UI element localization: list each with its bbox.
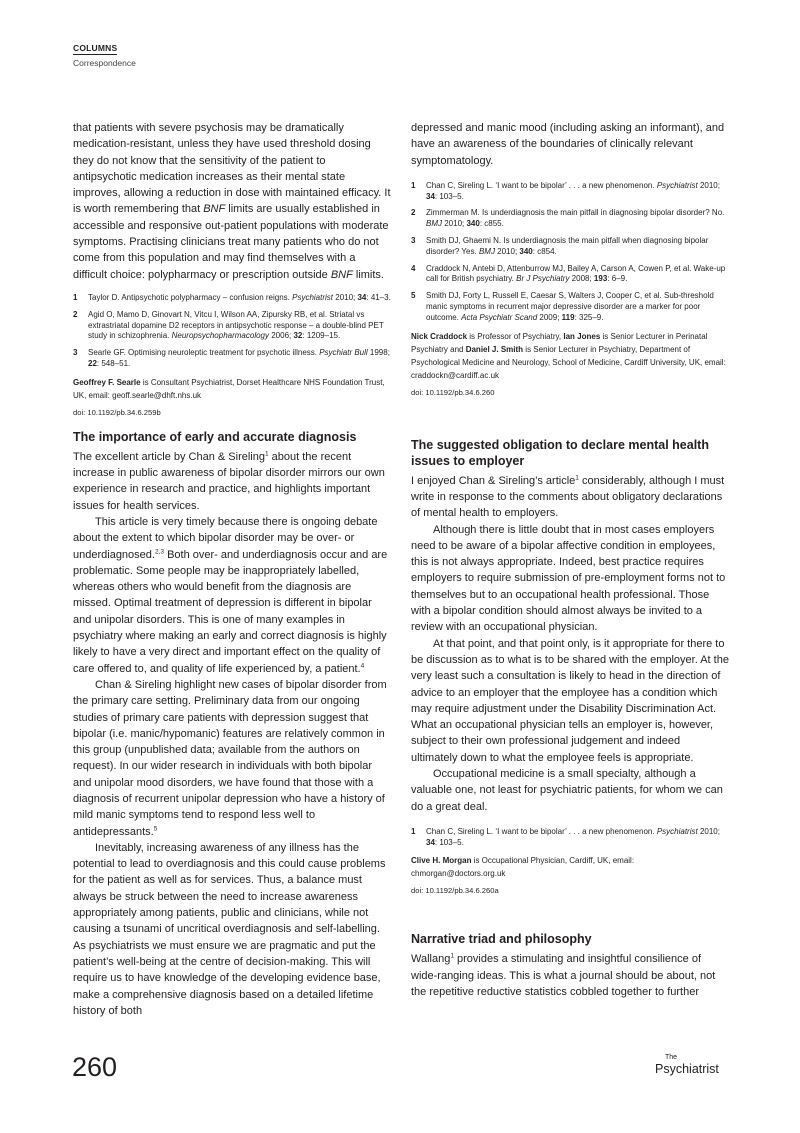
text-run: At that point, and that point only, is it appropriate for there to be discussion as to what is to be shared with the employer. At the very least such a consultation is likely to head in the direction of advice to an employer that the employee has a condition which may require adjustment under the Disability Discrimination Act. What an occupational physician tells an employer is, however, subject to their own professional judgement and indeed ultimately down to what the employee feels is appropriate. (411, 637, 729, 764)
text-run: 2010; (442, 219, 467, 229)
text-run: Smith DJ, Ghaemi N. Is underdiagnosis the main pitfall when diagnosing bipolar disorder? Yes. (426, 236, 709, 256)
text-run: Searle GF. Optimising neuroleptic treatment for psychotic illness. (88, 348, 320, 358)
text-run: : c855. (479, 219, 504, 229)
paragraph (411, 120, 729, 169)
article-title: Narrative triad and philosophy (411, 932, 592, 947)
reference-number: 4 (411, 263, 416, 273)
text-run: This article is very timely because there is ongoing debate about the extent to which bipolar disorder may be over- or underdiagnosed. (73, 515, 378, 561)
subsection-label: Correspondence (73, 58, 136, 68)
paragraph (73, 120, 391, 283)
reference-item (411, 208, 729, 230)
paragraph (73, 840, 391, 1019)
text-run: The excellent article by Chan & Sireling (73, 450, 265, 463)
page-number: 260 (72, 1052, 118, 1082)
text-run: Daniel J. Smith (465, 344, 524, 354)
text-run: is Occupational Physician, Cardiff, UK, email: chmorgan@doctors.org.uk (411, 856, 635, 879)
text-run: Geoffrey F. Searle (73, 377, 141, 387)
reference-list (73, 293, 391, 370)
text-run: about the recent increase in public awareness of bipolar disorder mirrors our own experience in research and practice, and highlights important issues for health services. (73, 450, 385, 512)
text-run: Psychiatrist (656, 826, 698, 836)
paragraph (73, 677, 391, 840)
text-run: BNF (330, 268, 353, 281)
text-run: Psychiatrist (656, 180, 698, 190)
text-run: 1998; (367, 348, 390, 358)
reference-number: 1 (411, 180, 416, 190)
text-run: Inevitably, increasing awareness of any illness has the potential to lead to overdiagnosis and this could cause problems for the patient as well as for services. Thus, a balance must always be struck between the need to increase awareness appropriately among patients, public and clinicians, while not causing a tsunami of uncritical overdiagnosis and self-labelling. As psychiatrists we must ensure we are pragmatic and put the patient’s well-being at the centre of decision-making. This will require us to have knowledge of the developing evidence base, make a comprehensive diagnosis based on a detailed lifetime history of both (73, 841, 386, 1017)
text-run: BMJ (426, 219, 442, 229)
text-run: is Senior Lecturer in Perinatal Psychiatry and (411, 331, 708, 354)
text-run: Craddock N, Antebi D, Attenburrow MJ, Bailey A, Carson A, Cowen P, et al. Wake-up call for British psychiatry. (426, 263, 726, 284)
text-run: 34 (426, 837, 435, 847)
reference-item (411, 291, 729, 323)
article-title: The importance of early and accurate diagnosis (73, 429, 357, 444)
text-run: Zimmerman M. Is underdiagnosis the main pitfall in diagnosing bipolar disorder? No. (426, 208, 725, 218)
text-run: is Professor of Psychiatry, (467, 331, 564, 341)
text-run: Clive H. Morgan (411, 856, 472, 866)
text-run: 119 (561, 312, 575, 322)
right-column (411, 120, 729, 1000)
reference-number: 1 (411, 826, 416, 836)
text-run: Acta Psychiatr Scand (461, 312, 538, 322)
section-label: COLUMNS (73, 43, 118, 53)
text-run: considerably, although I must write in response to the comments about obligatory declarations of mental health to employers. (411, 474, 725, 520)
article-body (411, 951, 729, 1000)
reference-item (411, 264, 729, 286)
reference-list (411, 181, 729, 324)
author-affiliation (411, 330, 729, 382)
letter-continuation (73, 120, 391, 283)
article-body (411, 473, 729, 815)
reference-item (73, 348, 391, 370)
reference-item (411, 236, 729, 258)
text-run: Nick Craddock (411, 331, 468, 341)
text-run: : 6–9. (607, 274, 628, 284)
doi: doi: 10.1192/pb.34.6.260 (411, 387, 495, 397)
doi: doi: 10.1192/pb.34.6.259b (73, 407, 161, 417)
text-run: 2010; (697, 826, 720, 836)
paragraph (73, 449, 391, 514)
paragraph (411, 951, 729, 1000)
doi: doi: 10.1192/pb.34.6.260a (411, 886, 499, 896)
text-run: limits are usually established in accessible and responsive out-patient populations with moderate symptoms. Practising clinicians treat many patients who do not come from this population and may find themselves with a difficult choice: polypharmacy or prescription outside (73, 203, 389, 281)
citation-superscript: 1 (575, 474, 579, 481)
text-run: 2008; (569, 274, 594, 284)
text-run: 2010; (494, 246, 520, 256)
text-run: Psychiatrist (292, 292, 334, 302)
text-run: 193 (593, 274, 608, 284)
reference-item (411, 181, 729, 203)
journal-logo: The Psychiatrist (655, 1054, 719, 1076)
text-run: Both over- and underdiagnosis occur and are problematic. Some people may be inappropriately labelled, whereas others who would benefit from the diagnosis are missed. Optimal treatment of depression is different in bipolar and unipolar disorders. This is one of many examples in psychiatry where making an early and correct diagnosis is highly likely to have a very direct and important effect on the quality of care offered to, and quality of life experienced by, a patient. (73, 548, 388, 675)
text-run: 2010; (333, 292, 358, 302)
citation-superscript: 2,3 (154, 547, 165, 555)
author-affiliation (73, 376, 391, 402)
text-run: that patients with severe psychosis may be dramatically medication-resistant, unless they have used threshold dosing they do not know that the sensitivity of the patient to antipsychotic medication increases as their mental state improves, allowing a reduction in dose with maintained efficacy. It is worth remembering that (73, 122, 391, 216)
reference-number: 5 (411, 291, 416, 301)
text-run: Ian Jones (563, 331, 601, 341)
text-run: Chan C, Sireling L. ‘I want to be bipolar’ . . . a new phenomenon. (426, 180, 657, 190)
paragraph (411, 473, 729, 522)
text-run: 32 (293, 331, 303, 341)
text-run: I enjoyed Chan & Sireling’s article (411, 474, 576, 487)
running-header (73, 38, 136, 68)
paragraph (411, 522, 729, 636)
text-run: BMJ (478, 246, 495, 256)
reference-item (73, 310, 391, 342)
text-run: Agid O, Mamo D, Ginovart N, Vitcu I, Wilson AA, Zipursky RB, et al. Striatal vs extrastriatal dopamine D2 receptors in antipsychotic response – a double-blind PET study in schizophrenia. (88, 309, 384, 341)
reference-item (73, 293, 391, 304)
reference-number: 2 (411, 208, 416, 218)
citation-superscript: 4 (360, 661, 365, 669)
citation-superscript: 1 (450, 952, 454, 960)
paragraph (73, 514, 391, 677)
paragraph (411, 766, 729, 815)
text-run: Neuropsychopharmacology (171, 331, 269, 341)
text-run: 22 (88, 358, 97, 368)
text-run: is Senior Lecturer in Psychiatry, Department of Psychological Medicine and Neurology, School of Medicine, Cardiff University, UK, email: craddockn@cardiff.ac.uk (411, 344, 726, 380)
text-run: : 41–3. (366, 292, 391, 302)
text-run: : 325–9. (574, 312, 604, 322)
text-run: : 103–5. (434, 837, 464, 847)
reference-number: 3 (73, 348, 78, 358)
text-run: : c854. (532, 246, 557, 256)
text-run: 2006; (269, 331, 294, 341)
text-run: depressed and manic mood (including asking an informant), and have an awareness of the boundaries of clinically relevant symptomatology. (411, 122, 725, 167)
text-run: Taylor D. Antipsychotic polypharmacy – confusion reigns. (88, 292, 293, 302)
text-run: limits. (352, 268, 384, 281)
text-run: : 1209–15. (302, 331, 341, 341)
text-run: : 103–5. (434, 191, 464, 201)
reference-number: 3 (411, 236, 416, 246)
text-run: Although there is little doubt that in most cases employers need to be aware of a bipolar affective condition in employees, this is not always appropriate. Indeed, best practice requires employers to require submission of pre-employment forms not to themselves but to an occupational health professional. Those with a bipolar condition should almost always be invited to a review with an occupational physician. (411, 523, 726, 634)
article-title: The suggested obligation to declare mental health issues to employer (411, 437, 709, 468)
paragraph (411, 636, 729, 766)
reference-item (411, 827, 729, 849)
article-body (73, 449, 391, 1019)
text-run: is Consultant Psychiatrist, Dorset Healthcare NHS Foundation Trust, UK, email: geoff.searle@dhft.nhs.uk (73, 377, 385, 400)
text-run: 2010; (697, 180, 720, 190)
text-run: Psychiatr Bull (319, 348, 368, 358)
text-run: : 548–51. (96, 358, 131, 368)
author-affiliation (411, 854, 729, 880)
text-run: provides a stimulating and insightful consilience of wide-ranging ideas. This is what a journal should be about, not the repetitive reductive statistics cobbled together to further (411, 953, 716, 999)
text-run: 340 (519, 246, 533, 256)
text-run: 34 (357, 292, 367, 302)
text-run: Chan & Sireling highlight new cases of bipolar disorder from the primary care setting. Preliminary data from our ongoing studies of primary care patients with depression suggest that bipolar (i.e. manic/hypomanic) features are relatively common in this group (unpublished data; available from the authors on request). In our wider research in individuals with both bipolar and unipolar mood disorders, we have found that those with a diagnosis of recurrent unipolar depression who have a history of mild manic symptoms tend to respond less well to antidepressants. (73, 678, 387, 838)
text-run: Chan C, Sireling L. ‘I want to be bipolar’ . . . a new phenomenon. (426, 826, 657, 836)
reference-number: 1 (73, 292, 78, 302)
citation-superscript: 1 (264, 450, 269, 458)
letter-continuation (411, 120, 729, 169)
text-run: Smith DJ, Forty L, Russell E, Caesar S, Walters J, Cooper C, et al. Sub-threshold manic symptoms in recurrent major depressive disorder are a marker for poor outcome. (426, 291, 714, 322)
reference-list (411, 827, 729, 849)
text-run: 34 (426, 191, 435, 201)
text-run: Occupational medicine is a small specialty, although a valuable one, not least for psychiatric patients, for whom we can do a great deal. (411, 768, 723, 813)
text-run: Br J Psychiatry (516, 274, 570, 284)
text-run: 2009; (537, 312, 562, 322)
left-column (73, 120, 391, 1019)
text-run: 340 (466, 219, 480, 229)
text-run: BNF (203, 203, 226, 216)
text-run: Wallang (411, 953, 451, 966)
citation-superscript: 5 (153, 824, 158, 832)
reference-number: 2 (73, 309, 78, 319)
